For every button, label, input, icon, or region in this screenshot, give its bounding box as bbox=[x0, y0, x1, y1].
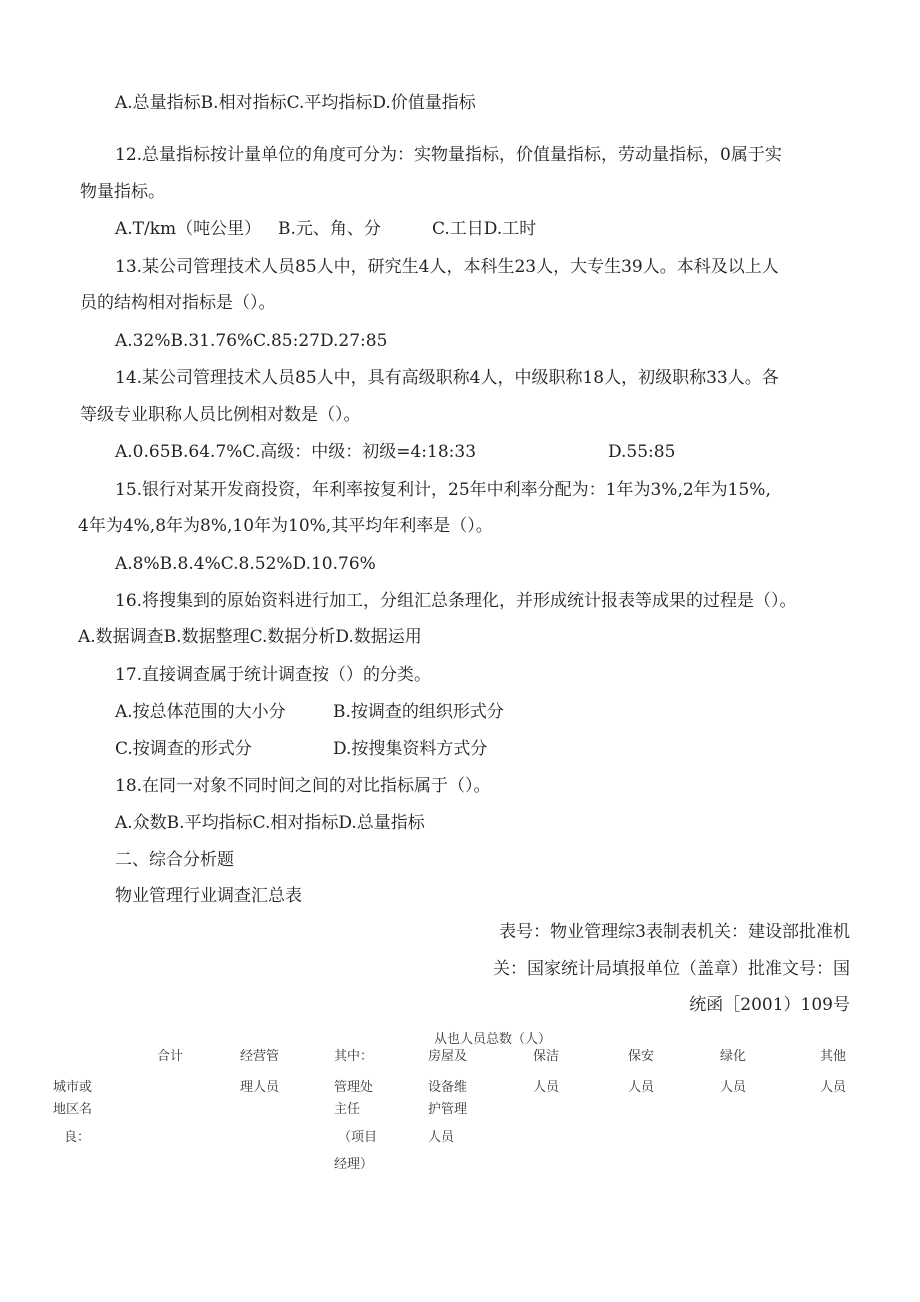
col-mgmt-line2: 理人员 bbox=[240, 1080, 280, 1095]
section-heading: 二、综合分析题 bbox=[115, 850, 234, 870]
q11-options: A.总量指标B.相对指标C.平均指标D.价值量指标 bbox=[115, 93, 476, 113]
col-green-line1: 绿化 bbox=[720, 1049, 747, 1064]
q12-option-cd: C.工日D.工时 bbox=[432, 219, 537, 239]
col-total: 合计 bbox=[157, 1049, 184, 1064]
q14-options-abc: A.0.65B.64.7%C.高级：中级：初级=4:18:33 bbox=[115, 442, 477, 462]
col-office-line1: 管理处 bbox=[334, 1080, 374, 1095]
q17-option-a: A.按总体范围的大小分 bbox=[115, 702, 286, 722]
row-city-line2: 地区名 bbox=[53, 1102, 93, 1117]
col-house-line3: 护管理 bbox=[428, 1102, 468, 1117]
q12-text-line2: 物量指标。 bbox=[80, 182, 165, 202]
q15-text-line2: 4年为4%,8年为8%,10年为10%,其平均年利率是（）。 bbox=[78, 516, 493, 536]
q12-option-b: B.元、角、分 bbox=[278, 219, 381, 239]
col-mgmt-line1: 经营管 bbox=[240, 1049, 280, 1064]
q18-text: 18.在同一对象不同时间之间的对比指标属于（）。 bbox=[115, 776, 491, 796]
q17-option-d: D.按搜集资料方式分 bbox=[333, 739, 488, 759]
col-office-line4: 经理） bbox=[334, 1157, 374, 1172]
form-meta-line3: 统函［2001）109号 bbox=[689, 995, 850, 1015]
form-meta-line1: 表号：物业管理综3表制表机关：建设部批准机 bbox=[499, 922, 850, 942]
q14-text-line2: 等级专业职称人员比例相对数是（）。 bbox=[80, 405, 361, 425]
q12-text-line1: 12.总量指标按计量单位的角度可分为：实物量指标，价值量指标，劳动量指标，0属于实 bbox=[115, 145, 782, 165]
form-meta-line2: 关：国家统计局填报单位（盖章）批准文号：国 bbox=[493, 959, 850, 979]
col-house-line2: 设备维 bbox=[428, 1080, 468, 1095]
col-among: 其中： bbox=[334, 1049, 374, 1064]
col-green-line2: 人员 bbox=[720, 1080, 747, 1095]
q13-text-line1: 13.某公司管理技术人员85人中，研究生4人，本科生23人，大专生39人。本科及以上人 bbox=[115, 257, 779, 277]
col-house-line1: 房屋及 bbox=[428, 1049, 468, 1064]
col-house-line4: 人员 bbox=[428, 1130, 455, 1145]
q17-option-b: B.按调查的组织形式分 bbox=[333, 702, 504, 722]
q15-options: A.8%B.8.4%C.8.52%D.10.76% bbox=[115, 554, 376, 574]
col-office-line2: 主任 bbox=[334, 1102, 361, 1117]
col-office-line3: （项目 bbox=[338, 1130, 378, 1145]
row-city-line3: 良： bbox=[64, 1130, 91, 1145]
q17-option-c: C.按调查的形式分 bbox=[115, 739, 252, 759]
table-title: 物业管理行业调查汇总表 bbox=[115, 886, 302, 906]
q14-option-d: D.55:85 bbox=[608, 442, 676, 462]
col-clean-line2: 人员 bbox=[533, 1080, 560, 1095]
q14-text-line1: 14.某公司管理技术人员85人中，具有高级职称4人，中级职称18人，初级职称33人。各 bbox=[115, 368, 779, 388]
q13-text-line2: 员的结构相对指标是（）。 bbox=[80, 293, 276, 313]
row-city-line1: 城市或 bbox=[53, 1080, 93, 1095]
col-clean-line1: 保洁 bbox=[533, 1049, 560, 1064]
q17-text: 17.直接调查属于统计调查按（）的分类。 bbox=[115, 665, 432, 685]
col-other-line1: 其他 bbox=[820, 1049, 847, 1064]
q16-options: A.数据调查B.数据整理C.数据分析D.数据运用 bbox=[78, 627, 422, 647]
col-other-line2: 人员 bbox=[820, 1080, 847, 1095]
q18-options: A.众数B.平均指标C.相对指标D.总量指标 bbox=[115, 813, 425, 833]
group-header: 从也人员总数（人） bbox=[434, 1032, 552, 1047]
col-security-line1: 保安 bbox=[628, 1049, 655, 1064]
q13-options: A.32%B.31.76%C.85:27D.27:85 bbox=[115, 331, 388, 351]
q12-option-a: A.T/km（吨公里） bbox=[115, 219, 262, 239]
q16-text: 16.将搜集到的原始资料进行加工，分组汇总条理化，并形成统计报表等成果的过程是（）。 bbox=[115, 591, 797, 611]
q15-text-line1: 15.银行对某开发商投资，年利率按复利计，25年中利率分配为：1年为3%,2年为15%, bbox=[115, 480, 771, 500]
col-security-line2: 人员 bbox=[628, 1080, 655, 1095]
